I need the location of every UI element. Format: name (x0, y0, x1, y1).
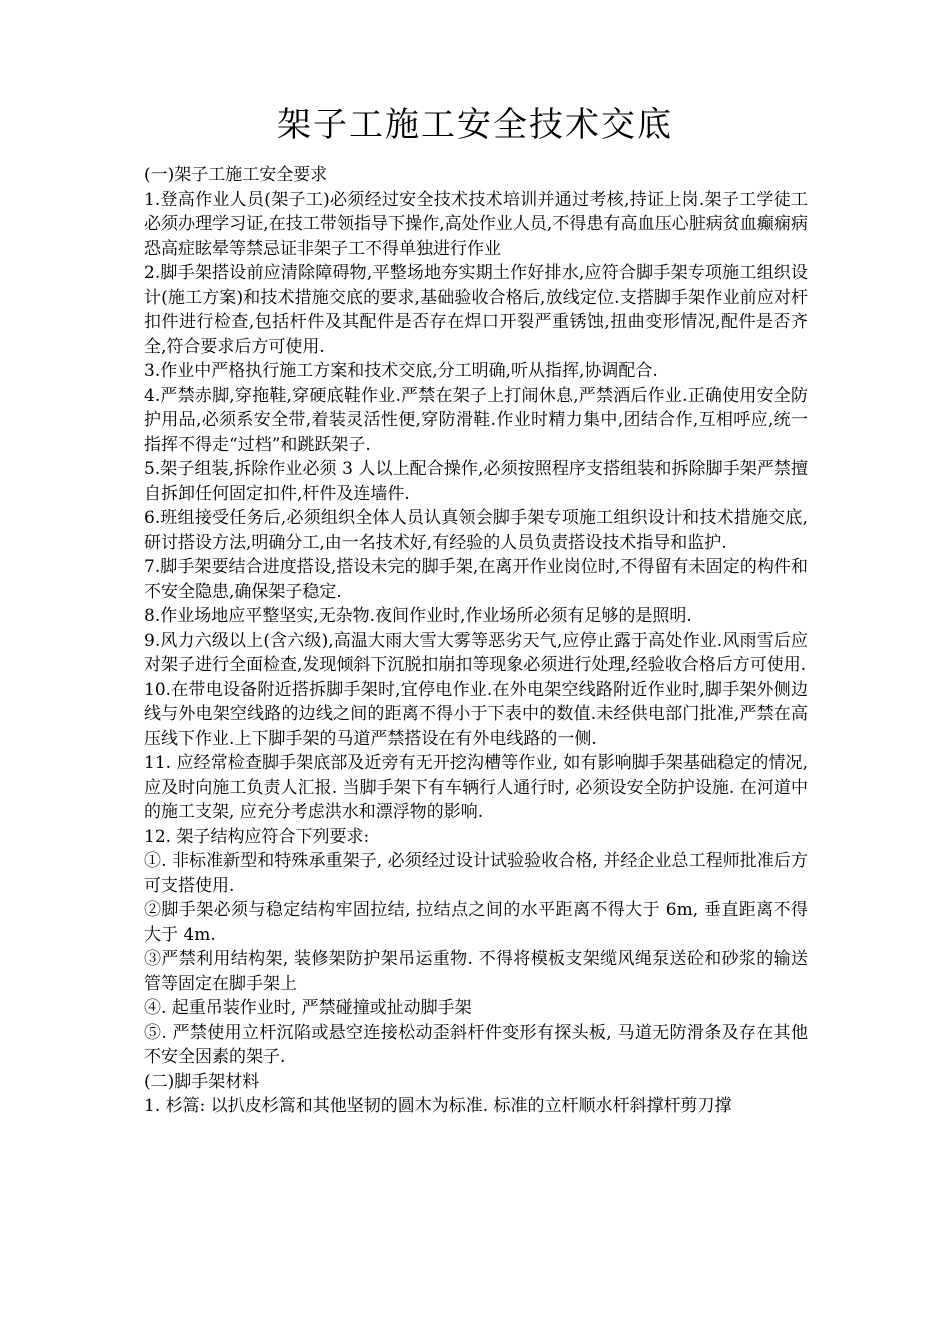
document-title: 架子工施工安全技术交底 (277, 105, 673, 145)
document-body (144, 163, 808, 1119)
paragraph: 6.班组接受任务后,必须组织全体人员认真领会脚手架专项施工组织设计和技术措施交底,研讨搭设方法,明确分工,由一名技术好,有经验的人员负责搭设技术指导和监护. (144, 508, 808, 553)
list-item: ①. 非标准新型和特殊承重架子, 必须经过设计试验验收合格, 并经企业总工程师批准后方可支搭使用. (144, 851, 808, 896)
paragraph: 7.脚手架要结合进度搭设,搭设未完的脚手架,在离开作业岗位时,不得留有未固定的构件和不安全隐患,确保架子稳定. (144, 557, 808, 602)
paragraph: 11. 应经常检查脚手架底部及近旁有无开挖沟槽等作业, 如有影响脚手架基础稳定的情况, 应及时向施工负责人汇报. 当脚手架下有车辆行人通行时, 必须设安全防护设施. 在河道中的施工支架, 应充分考虑洪水和漂浮物的影响. (144, 753, 808, 822)
list-item: ④. 起重吊装作业时, 严禁碰撞或扯动脚手架 (144, 998, 472, 1018)
paragraph: 1. 杉篙: 以扒皮杉篙和其他坚韧的圆木为标准. 标准的立杆顺水杆斜撑杆剪刀撑 (144, 1096, 732, 1116)
list-item: ②脚手架必须与稳定结构牢固拉结, 拉结点之间的水平距离不得大于 6m, 垂直距离不得大于 4m. (144, 900, 808, 945)
paragraph: 1.登高作业人员(架子工)必须经过安全技术技术培训并通过考核,持证上岗.架子工学徒工必须办理学习证,在技工带领指导下操作,高处作业人员,不得患有高血压心脏病贫血癫痫病恐高症眩晕等禁忌证非架子工不得单独进行作业 (144, 189, 808, 259)
paragraph: 4.严禁赤脚,穿拖鞋,穿硬底鞋作业.严禁在架子上打闹休息,严禁酒后作业.正确使用安全防护用品,必须系安全带,着装灵活性便,穿防滑鞋.作业时精力集中,团结合作,互相呼应,统一指挥不得走“过档”和跳跃架子. (144, 385, 808, 455)
paragraph: 12. 架子结构应符合下列要求: (144, 826, 370, 847)
paragraph: 3.作业中严格执行施工方案和技术交底,分工明确,听从指挥,协调配合. (144, 361, 658, 381)
paragraph: 5.架子组装,拆除作业必须 3 人以上配合操作,必须按照程序支搭组装和拆除脚手架严禁擅自拆卸任何固定扣件,杆件及连墙件. (144, 459, 808, 504)
section-heading: (二)脚手架材料 (144, 1071, 260, 1092)
list-item: ⑤. 严禁使用立杆沉陷或悬空连接松动歪斜杆件变形有探头板, 马道无防滑条及存在其他不安全因素的架子. (144, 1022, 808, 1067)
paragraph: 9.风力六级以上(含六级),高温大雨大雪大雾等恶劣天气,应停止露于高处作业.风雨雪后应对架子进行全面检查,发现倾斜下沉脱扣崩扣等现象必须进行处理,经验收合格后方可使用. (144, 630, 808, 675)
list-item: ③严禁利用结构架, 装修架防护架吊运重物. 不得将模板支架缆风绳泵送砼和砂浆的输送管等固定在脚手架上 (144, 949, 808, 994)
section-heading: (一)架子工施工安全要求 (144, 165, 328, 185)
paragraph: 8.作业场地应平整坚实,无杂物.夜间作业时,作业场所必须有足够的是照明. (144, 606, 692, 626)
paragraph: 2.脚手架搭设前应清除障碍物,平整场地夯实期土作好排水,应符合脚手架专项施工组织设计(施工方案)和技术措施交底的要求,基础验收合格后,放线定位.支搭脚手架作业前应对杆扣件进行检查,包括杆件及其配件是否存在焊口开裂严重锈蚀,扭曲变形情况,配件是否齐全,符合要求后方可使用. (144, 263, 808, 357)
paragraph: 10.在带电设备附近搭拆脚手架时,宜停电作业.在外电架空线路附近作业时,脚手架外侧边线与外电架空线路的边线之间的距离不得小于下表中的数值.未经供电部门批准,严禁在高压线下作业.上下脚手架的马道严禁搭设在有外电线路的一侧. (144, 679, 808, 749)
